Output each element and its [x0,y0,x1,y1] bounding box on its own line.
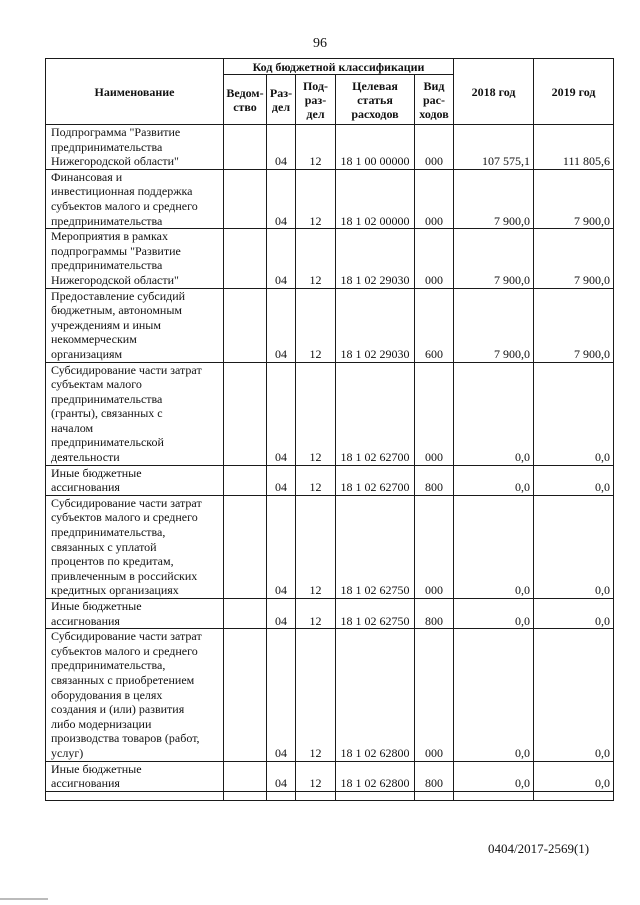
cell-razdel: 04 [267,362,296,465]
cell-podrazdel: 12 [296,362,336,465]
cell-expense-type: 800 [415,599,454,629]
cell-razdel: 04 [267,495,296,598]
cell-vedomstvo [224,362,267,465]
table-body [46,125,614,801]
cell-name: Подпрограмма "Развитие предпринимательства Нижегородской области" [46,125,224,170]
cell-2019: 7 900,0 [534,169,614,228]
cell-2018 [454,791,534,800]
table-row [46,495,614,598]
table-row [46,465,614,495]
cell-vedomstvo [224,495,267,598]
table-header [46,59,614,125]
cell-2018: 7 900,0 [454,288,534,362]
cell-2019: 0,0 [534,362,614,465]
cell-target-article: 18 1 02 29030 [336,288,415,362]
header-2018: 2018 год [454,59,534,125]
header-2019: 2019 год [534,59,614,125]
cell-vedomstvo [224,761,267,791]
cell-expense-type: 600 [415,288,454,362]
header-vedomstvo: Ведом- ство [224,75,267,125]
cell-expense-type: 000 [415,495,454,598]
cell-razdel [267,791,296,800]
cell-target-article: 18 1 02 62700 [336,465,415,495]
cell-target-article [336,791,415,800]
cell-2019: 7 900,0 [534,229,614,288]
cell-name: Субсидирование части затрат субъектам малого предпринимательства (гранты), связанных с началом предпринимательской деятельности [46,362,224,465]
cell-podrazdel [296,791,336,800]
cell-2019: 0,0 [534,629,614,761]
cell-2018: 7 900,0 [454,229,534,288]
cell-name: Субсидирование части затрат субъектов малого и среднего предпринимательства, связанных с уплатой процентов по кредитам, привлеченным в российских кредитных организациях [46,495,224,598]
cell-2018: 0,0 [454,761,534,791]
cell-target-article: 18 1 02 62700 [336,362,415,465]
cell-expense-type: 000 [415,169,454,228]
cell-podrazdel: 12 [296,288,336,362]
document-code: 0404/2017-2569(1) [488,841,590,856]
cell-podrazdel: 12 [296,169,336,228]
cell-2019: 0,0 [534,465,614,495]
cell-vedomstvo [224,465,267,495]
cell-name: Субсидирование части затрат субъектов малого и среднего предпринимательства, связанных с приобретением оборудования в целях создания и (или) развития либо модернизации производства товаров (работ, услуг) [46,629,224,761]
cell-target-article: 18 1 02 62750 [336,495,415,598]
cell-target-article: 18 1 02 62800 [336,629,415,761]
cell-name [46,791,224,800]
cell-vedomstvo [224,629,267,761]
cell-name: Иные бюджетные ассигнования [46,599,224,629]
cell-expense-type: 000 [415,362,454,465]
cell-expense-type: 000 [415,629,454,761]
cell-vedomstvo [224,125,267,170]
cell-razdel: 04 [267,288,296,362]
cell-name: Предоставление субсидий бюджетным, автономным учреждениям и иным некоммерческим организациям [46,288,224,362]
table-row [46,229,614,288]
header-podrazdel: Под- раз- дел [296,75,336,125]
cell-vedomstvo [224,169,267,228]
cell-podrazdel: 12 [296,229,336,288]
cell-expense-type: 000 [415,125,454,170]
cell-target-article: 18 1 02 62800 [336,761,415,791]
cell-2018: 7 900,0 [454,169,534,228]
header-expense-type: Вид рас- ходов [415,75,454,125]
cell-podrazdel: 12 [296,125,336,170]
cell-2018: 0,0 [454,495,534,598]
cell-target-article: 18 1 00 00000 [336,125,415,170]
cell-razdel: 04 [267,599,296,629]
cell-target-article: 18 1 02 62750 [336,599,415,629]
cell-2018: 0,0 [454,599,534,629]
table-row [46,761,614,791]
header-budget-classification: Код бюджетной классификации [224,59,454,75]
cell-2019: 0,0 [534,761,614,791]
cell-2018: 0,0 [454,465,534,495]
table-row [46,791,614,800]
table-row [46,599,614,629]
table-row [46,288,614,362]
cell-podrazdel: 12 [296,465,336,495]
cell-2018: 107 575,1 [454,125,534,170]
cell-podrazdel: 12 [296,495,336,598]
cell-name: Иные бюджетные ассигнования [46,465,224,495]
budget-table [45,58,614,801]
cell-2019: 0,0 [534,495,614,598]
cell-razdel: 04 [267,629,296,761]
cell-vedomstvo [224,599,267,629]
header-razdel: Раз- дел [267,75,296,125]
cell-name: Иные бюджетные ассигнования [46,761,224,791]
cell-podrazdel: 12 [296,629,336,761]
cell-expense-type [415,791,454,800]
cell-target-article: 18 1 02 29030 [336,229,415,288]
cell-podrazdel: 12 [296,599,336,629]
table-row [46,362,614,465]
cell-expense-type: 000 [415,229,454,288]
cell-2019: 0,0 [534,599,614,629]
header-target-article: Целевая статья расходов [336,75,415,125]
cell-razdel: 04 [267,465,296,495]
table-row [46,169,614,228]
page-number: 96 [313,36,327,51]
cell-razdel: 04 [267,169,296,228]
cell-2018: 0,0 [454,629,534,761]
cell-expense-type: 800 [415,761,454,791]
cell-2018: 0,0 [454,362,534,465]
header-name: Наименование [46,59,224,125]
table-row [46,629,614,761]
cell-vedomstvo [224,791,267,800]
scan-edge-mark [0,898,48,900]
cell-vedomstvo [224,229,267,288]
cell-2019: 7 900,0 [534,288,614,362]
table-row [46,125,614,170]
cell-name: Финансовая и инвестиционная поддержка субъектов малого и среднего предпринимательства [46,169,224,228]
cell-razdel: 04 [267,125,296,170]
cell-2019 [534,791,614,800]
cell-2019: 111 805,6 [534,125,614,170]
cell-podrazdel: 12 [296,761,336,791]
cell-expense-type: 800 [415,465,454,495]
cell-razdel: 04 [267,229,296,288]
cell-razdel: 04 [267,761,296,791]
cell-target-article: 18 1 02 00000 [336,169,415,228]
cell-name: Мероприятия в рамках подпрограммы "Развитие предпринимательства Нижегородской области" [46,229,224,288]
cell-vedomstvo [224,288,267,362]
